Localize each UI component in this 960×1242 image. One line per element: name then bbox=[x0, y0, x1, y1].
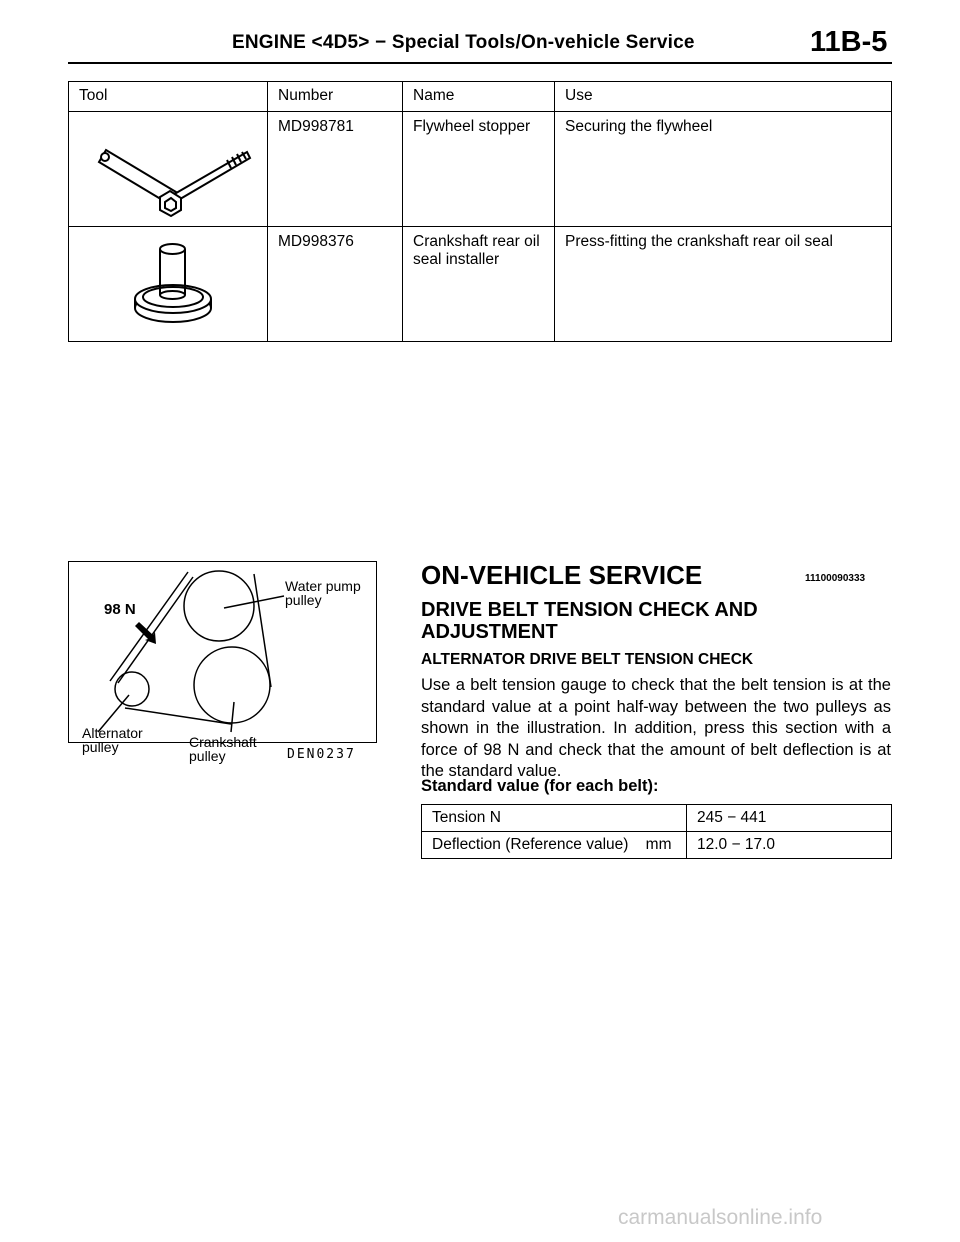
col-header-tool: Tool bbox=[69, 82, 268, 112]
belt-diagram bbox=[68, 561, 377, 764]
section-title: ON-VEHICLE SERVICE bbox=[421, 560, 703, 590]
oil-seal-installer-illustration bbox=[69, 227, 268, 342]
col-header-use: Use bbox=[555, 82, 892, 112]
standard-value-table bbox=[421, 804, 892, 859]
header-rule bbox=[68, 62, 892, 64]
col-header-number: Number bbox=[268, 82, 403, 112]
standard-value-label: Standard value (for each belt): bbox=[421, 777, 659, 795]
flywheel-stopper-illustration bbox=[69, 112, 268, 227]
drive-belt bbox=[110, 572, 271, 724]
alternator-pulley bbox=[115, 672, 149, 706]
watermark: carmanualsonline.info bbox=[618, 1206, 823, 1229]
page-number: 11B-5 bbox=[810, 26, 888, 58]
water-pump-pulley bbox=[184, 571, 254, 641]
figure-code: DEN0237 bbox=[287, 747, 356, 762]
spec-value: 245 − 441 bbox=[687, 805, 892, 832]
body-paragraph: Use a belt tension gauge to check that the belt tension is at the standard value at a point half-way between the two pulleys as shown in the illustration. In addition, press this section with a force of 98 N and check that the amount of belt deflection is at the standard value. bbox=[421, 676, 891, 780]
tool-number: MD998781 bbox=[268, 112, 403, 227]
tool-use: Securing the flywheel bbox=[555, 112, 892, 227]
crankshaft-label: Crankshaft pulley bbox=[189, 734, 257, 764]
tools-table-header bbox=[69, 82, 892, 112]
section-code: 11100090333 bbox=[805, 573, 866, 584]
table-row bbox=[422, 832, 892, 859]
spec-item: Deflection (Reference value) mm bbox=[422, 832, 687, 859]
tool-number: MD998376 bbox=[268, 227, 403, 342]
crankshaft-pulley bbox=[194, 647, 270, 723]
tool-use: Press-fitting the crankshaft rear oil seal bbox=[555, 227, 892, 342]
table-row bbox=[69, 227, 892, 342]
spec-value: 12.0 − 17.0 bbox=[687, 832, 892, 859]
table-row bbox=[69, 112, 892, 227]
table-row bbox=[422, 805, 892, 832]
tool-name: Crankshaft rear oil seal installer bbox=[403, 227, 555, 342]
water-pump-label: Water pump pulley bbox=[285, 578, 361, 608]
special-tools-table bbox=[68, 81, 892, 342]
col-header-name: Name bbox=[403, 82, 555, 112]
spec-item: Tension N bbox=[422, 805, 687, 832]
alternator-label: Alternator pulley bbox=[82, 725, 143, 755]
tool-name: Flywheel stopper bbox=[403, 112, 555, 227]
subsection-title: DRIVE BELT TENSION CHECK AND ADJUSTMENT bbox=[421, 599, 758, 643]
page-header-title: ENGINE <4D5> − Special Tools/On-vehicle Service bbox=[232, 32, 695, 53]
force-label: 98 N bbox=[104, 601, 136, 618]
subsubsection-title: ALTERNATOR DRIVE BELT TENSION CHECK bbox=[421, 651, 754, 668]
